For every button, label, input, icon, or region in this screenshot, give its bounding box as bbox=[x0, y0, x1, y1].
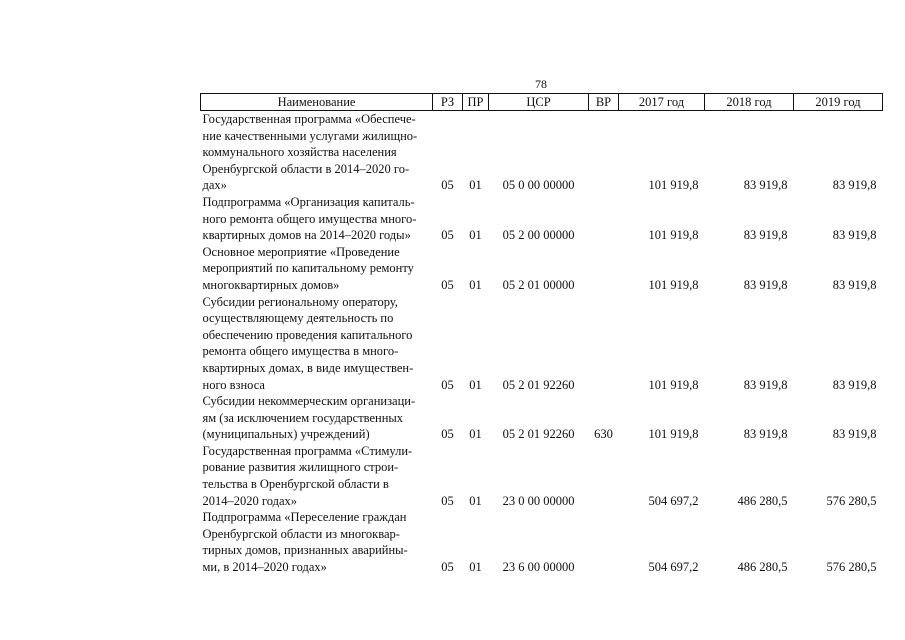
row-2017: 101 919,8 bbox=[648, 427, 699, 442]
row-2019: 83 919,8 bbox=[832, 427, 877, 442]
table-row bbox=[201, 443, 883, 509]
row-pr: 01 bbox=[469, 493, 482, 508]
row-2019: 576 280,5 bbox=[826, 560, 877, 575]
row-csr: 05 2 01 00000 bbox=[502, 277, 575, 292]
budget-table bbox=[200, 93, 883, 576]
row-name: Субсидии региональному оператору, осуществляющему деятельность по обеспечению проведения капитального ремонта общего имущества в много- квартирных домах, в виде имуществен- ного взноса bbox=[202, 294, 414, 392]
page-number: 78 bbox=[535, 77, 547, 91]
row-vr bbox=[589, 443, 619, 509]
row-2017: 101 919,8 bbox=[648, 377, 699, 392]
row-pr: 01 bbox=[469, 427, 482, 442]
row-csr: 05 2 01 92260 bbox=[502, 377, 575, 392]
row-2019: 83 919,8 bbox=[832, 377, 877, 392]
row-name: Основное мероприятие «Проведение мероприятий по капитальному ремонту многоквартирных домов» bbox=[202, 244, 414, 292]
row-pr: 01 bbox=[469, 560, 482, 575]
row-vr bbox=[589, 509, 619, 575]
row-2017: 101 919,8 bbox=[648, 277, 699, 292]
row-pr: 01 bbox=[469, 178, 482, 193]
row-pr: 01 bbox=[469, 377, 482, 392]
table-body bbox=[201, 111, 883, 576]
row-name: Подпрограмма «Переселение граждан Оренбургской области из многоквар- тирных домов, признанных аварийны- ми, в 2014–2020 годах» bbox=[202, 510, 408, 575]
row-2019: 83 919,8 bbox=[832, 228, 877, 243]
row-2019: 576 280,5 bbox=[826, 493, 877, 508]
table-row bbox=[201, 194, 883, 244]
row-csr: 23 0 00 00000 bbox=[502, 493, 575, 508]
row-rz: 05 bbox=[441, 277, 454, 292]
table-row bbox=[201, 294, 883, 394]
row-2019: 83 919,8 bbox=[832, 178, 877, 193]
row-2018: 83 919,8 bbox=[743, 277, 788, 292]
row-csr: 23 6 00 00000 bbox=[502, 560, 575, 575]
row-vr bbox=[589, 294, 619, 394]
table-header bbox=[201, 94, 883, 111]
header-row bbox=[201, 94, 883, 111]
row-csr: 05 2 00 00000 bbox=[502, 228, 575, 243]
column-header-rz: РЗ bbox=[433, 94, 463, 111]
row-2017: 101 919,8 bbox=[648, 178, 699, 193]
table-row bbox=[201, 509, 883, 575]
column-header-name: Наименование bbox=[201, 94, 433, 111]
row-rz: 05 bbox=[441, 493, 454, 508]
row-rz: 05 bbox=[441, 228, 454, 243]
column-header-vr: ВР bbox=[589, 94, 619, 111]
row-rz: 05 bbox=[441, 427, 454, 442]
row-vr bbox=[589, 244, 619, 294]
row-name: Субсидии некоммерческим организаци- ям (за исключением государственных (муниципальных) учреждений) bbox=[202, 394, 416, 442]
row-rz: 05 bbox=[441, 178, 454, 193]
row-csr: 05 0 00 00000 bbox=[502, 178, 575, 193]
row-rz: 05 bbox=[441, 560, 454, 575]
column-header-2019: 2019 год bbox=[794, 94, 883, 111]
row-2018: 83 919,8 bbox=[743, 178, 788, 193]
row-name: Подпрограмма «Организация капиталь- ного ремонта общего имущества много- квартирных домов на 2014–2020 годы» bbox=[202, 194, 417, 243]
row-2018: 83 919,8 bbox=[743, 228, 788, 243]
table-row bbox=[201, 393, 883, 443]
column-header-csr: ЦСР bbox=[489, 94, 589, 111]
row-pr: 01 bbox=[469, 228, 482, 243]
row-name: Государственная программа «Стимули- рование развития жилищного строи- тельства в Оренбургской области в 2014–2020 годах» bbox=[202, 443, 413, 508]
row-pr: 01 bbox=[469, 277, 482, 292]
table-row bbox=[201, 111, 883, 194]
row-name: Государственная программа «Обеспече- ние качественными услугами жилищно- коммунального хозяйства населения Оренбургской области в 2014–2020 го- дах» bbox=[202, 112, 418, 193]
row-vr bbox=[589, 194, 619, 244]
column-header-2017: 2017 год bbox=[619, 94, 705, 111]
row-2018: 83 919,8 bbox=[743, 427, 788, 442]
row-2017: 504 697,2 bbox=[648, 560, 699, 575]
column-header-2018: 2018 год bbox=[705, 94, 794, 111]
row-2017: 504 697,2 bbox=[648, 493, 699, 508]
table-row bbox=[201, 244, 883, 294]
row-rz: 05 bbox=[441, 377, 454, 392]
row-2018: 486 280,5 bbox=[737, 493, 788, 508]
row-2019: 83 919,8 bbox=[832, 277, 877, 292]
row-vr bbox=[589, 111, 619, 194]
row-2018: 83 919,8 bbox=[743, 377, 788, 392]
row-2017: 101 919,8 bbox=[648, 228, 699, 243]
row-vr: 630 bbox=[594, 427, 613, 442]
row-2018: 486 280,5 bbox=[737, 560, 788, 575]
row-csr: 05 2 01 92260 bbox=[502, 427, 575, 442]
column-header-pr: ПР bbox=[463, 94, 489, 111]
